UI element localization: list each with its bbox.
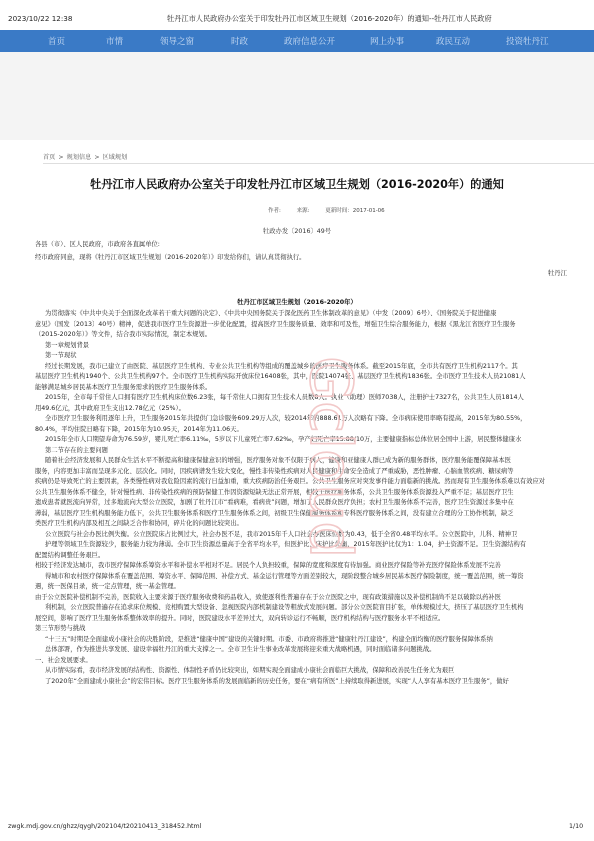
section-heading: 第一章规划背景 <box>45 341 90 349</box>
paragraph-line: 经过长期发展，我市已建立了由医院、基层医疗卫生机构、专业公共卫生机构等组成的覆盖城乡的医疗卫生服务体系。截至2015年底，全市共有医疗卫生机构2117个。其 <box>45 362 518 370</box>
footer-url: zwgk.mdj.gov.cn/ghzz/qygh/202104/t20210413_318452.html <box>8 823 202 830</box>
update-time: 更新时间：2017-01-06 <box>325 208 385 214</box>
print-datetime: 2023/10/22 12:38 <box>8 14 73 23</box>
breadcrumb-divider <box>43 163 594 164</box>
breadcrumb-regional-planning[interactable]: 区域规划 <box>102 154 128 161</box>
paragraph-line: 用49.6亿元，其中政府卫生支出12.78亿元（25%）。 <box>35 404 185 412</box>
article-title: 牡丹江市人民政府办公室关于印发牡丹江市区域卫生规划（2016-2020年）的通知 <box>90 178 504 191</box>
paragraph-line: 配置结构调整任务艰巨。 <box>35 551 105 559</box>
paragraph-line: 2015年，全市每千常住人口拥有医疗卫生机构床位数6.23张，每千常住人口拥有卫生技术人员数8人。执业（助理）医师7038人，注册护士7327名，公共卫生人员1814人 <box>45 394 524 401</box>
document-number: 牡政办发〔2016〕49号 <box>262 228 332 235</box>
signature: 牡丹江 <box>548 270 567 277</box>
print-header <box>0 0 594 30</box>
paragraph-line: 薄弱，基层医疗卫生机构服务能力低下，公共卫生服务体系和医疗卫生服务体系之间，初级卫生保健服务体系和专科医疗服务体系之间，没有建立合理的分工协作机制，缺乏 <box>35 509 514 517</box>
paragraph-line: 展空间，影响了医疗卫生服务体系整体效率的提升。同时，医院建设水平差异过大，双向转诊运行不畅顺，医疗机构结构与医疗服务水平不相适应。 <box>35 614 445 622</box>
paragraph-line: 第三节形势与挑战 <box>35 625 86 632</box>
nav-item-city[interactable]: 市情 <box>106 37 124 47</box>
banner-area <box>0 52 594 140</box>
section-heading: “十三五”时期是全面建成小康社会的决胜阶段，是推进“健康中国”建设的关键时期。市委、市政府将推进“健康牡丹江建设”，构建全面均衡的医疗服务保障体系纳 <box>45 635 493 643</box>
paragraph-line: 基层医疗卫生机构1940个、公共卫生机构97个。全市医疗卫生机构实际开放床位16408张，其中，医院14074张、基层医疗卫生机构1836张。全市医疗卫生技术人员21081人 <box>35 373 526 380</box>
paragraph-line: 遗成患者就医流向异常，过多地流向大型公立医院，加剧了牡丹江市“看病难，看病贵”问题，增加了人民群众医疗负担；农村卫生服务体系不完善，医疗卫生资源过多集中在 <box>35 499 514 506</box>
paragraph-line: 一、社会发展要求。 <box>35 656 92 664</box>
section-heading: 第一节现状 <box>45 352 77 359</box>
paragraph-line: 由于公立医院补偿机制不完善，医院收入主要来源于医疗服务收费和药品收入，致使逐利性普遍存在于公立医院之中，现有政策措施以及补偿机制尚不足以破除以药补医 <box>35 593 501 601</box>
intro-text: 经市政府同意，现将《牡丹江市区域卫生规划（2016-2020年）》印发给你们，请认真贯彻执行。 <box>35 254 306 261</box>
watermark-text: Gcloud <box>297 356 365 559</box>
breadcrumb-home[interactable]: 首页 <box>43 154 56 161</box>
footer-page-number: 1/10 <box>569 823 584 830</box>
watermark-logo <box>233 320 373 580</box>
paragraph-line: （2015-2020年）》等文件，结合我市实际情况，制定本规划。 <box>35 331 212 338</box>
plan-title: 牡丹江市区域卫生规划（2016-2020年） <box>237 299 357 306</box>
nav-item-interaction[interactable]: 政民互动 <box>436 37 471 47</box>
paragraph-line: 能够满足城乡居民基本医疗卫生服务需求的医疗卫生服务体系。 <box>35 383 212 391</box>
nav-item-gov-info[interactable]: 政府信息公开 <box>284 37 336 47</box>
breadcrumb-separator: > <box>58 154 64 161</box>
nav-item-home[interactable]: 首页 <box>48 37 66 47</box>
paragraph-line: 服务，内容更加丰富而呈现多元化、层次化。同时，因疾病谱发生较大变化，慢性非传染性疾病对人民健康和生命安全造成了严重威胁，恶性肿瘤、心脑血管疾病、糖尿病等 <box>35 467 514 475</box>
paragraph-line: 2015年全市人口期望寿命为76.59岁，婴儿死亡率6.11‰，5岁以下儿童死亡率7.62‰，孕产妇死亡率15.88/10万，主要健康指标总体位居全国中上游，居民整体健康水 <box>45 436 522 443</box>
breadcrumb-separator: > <box>94 154 100 161</box>
paragraph-line: 护理等领域卫生资源较少，服务能力较为薄弱。全市卫生资源总量高于全省平均水平，但医护比、床护比失衡，2015年医护比仅为1：1.04，护士资源不足。卫生资源结构有 <box>45 541 527 548</box>
paragraph-line: 80.4%，平均住院日略有下降，2015年为10.95天，2014年为11.06天。 <box>35 425 243 433</box>
paragraph-line: 遇，统一医保目录，统一定点管理，统一基金管理。 <box>35 583 180 590</box>
paragraph-line: 意见》（国发〔2013〕40号）精神，促进我市医疗卫生资源进一步优化配置，提高医疗卫生服务质量、效率和可及性，增强卫生综合服务能力，根据《黑龙江省医疗卫生服务 <box>35 320 516 328</box>
main-nav <box>0 30 594 52</box>
section-heading: 第二节存在的主要问题 <box>45 446 108 454</box>
breadcrumb <box>43 152 127 161</box>
paragraph-line: 公立医院与社会办医比例失衡。公立医院床占比例过大，社会办医不足，我市2015年千人口社会办医床位数为0.43，低于全省0.48平均水平。公立医院中，儿科、精神卫 <box>45 530 518 538</box>
paragraph-line: 疾病仍是导致死亡的主要因素，各类慢性病对我危险因素的流行日益加重，重大疾病防治任务艰巨。公共卫生服务应对突发事件能力面临新的挑战。然而现有卫生服务体系难以有效应对 <box>35 478 546 485</box>
paragraph-line: 得城市和农村医疗保障体系在覆盖范围、筹资水平、保障范围、补偿方式、基金运行管理等方面差别较大，现阶段整合城乡居民基本医疗保险制度，统一覆盖范围，统一筹资 <box>45 572 524 580</box>
source-label: 来源: <box>296 208 310 214</box>
paragraph-line: 全市医疗卫生服务利用逐年上升，卫生服务2015年共提供门急诊服务609.29万人次，较2014年的888.61万人次略有下降。全市病床使用率略有提高，2015年为80.55%， <box>45 415 527 422</box>
nav-item-invest[interactable]: 投资牡丹江 <box>506 37 549 47</box>
nav-item-leaders[interactable]: 领导之窗 <box>160 37 195 47</box>
author-label: 作者: <box>268 208 281 214</box>
nav-item-politics[interactable]: 时政 <box>231 37 249 47</box>
paragraph-line: 随着社会经济发展和人民群众生活水平不断提高和健康保健意识的增强，医疗服务对象不仅限于病人，健康和亚健康人群已成为新的服务群体，医疗服务能覆保障基本医 <box>45 457 511 464</box>
breadcrumb-planning-info[interactable]: 规划信息 <box>66 154 92 161</box>
nav-item-online-service[interactable]: 网上办事 <box>370 37 405 47</box>
paragraph-line: 公共卫生服务体系不健全，针对慢性病、非传染性疾病的预防保健工作因资源短缺无法正常开展，相较于医疗服务体系，公共卫生服务体系资源投入严重不足；基层医疗卫生 <box>35 488 514 496</box>
print-page-title: 牡丹江市人民政府办公室关于印发牡丹江市区域卫生规划（2016-2020年）的通知--牡丹江市人民政府 <box>167 14 492 23</box>
paragraph-line: 类医疗卫生机构内部及相互之间缺乏合作和协同，碎片化的问题比较突出。 <box>35 520 243 527</box>
paragraph-line: 从市情实际看，我市经济发展的结构性、资源性、体制性矛盾仍比较突出，如期实现全面建成小康社会面临巨大挑战，保障和改善民生任务尤为艰巨 <box>45 667 455 674</box>
paragraph-line: 为贯彻落实《中共中央关于全面深化改革若干重大问题的决定》、《中共中央国务院关于深化医药卫生体制改革的意见》（中发〔2009〕6号）、《国务院关于促进健康 <box>45 310 497 317</box>
recipients: 各县（市）、区人民政府，市政府各直属单位: <box>35 241 160 248</box>
paragraph-line: 总体部署，作为推进共享发展、建设幸福牡丹江的重大支撑之一。全市卫生计生事业改革发展将迎来重大战略机遇，同时面临诸多问题挑战。 <box>45 646 436 653</box>
paragraph-line: 了2020年“全面建成小康社会”的宏伟目标。医疗卫生服务体系的发展面临新的历史任务，要在“病有所医”上持续取得新进展，实现“人人享有基本医疗卫生服务”，做好 <box>45 677 509 685</box>
paragraph-line: 利机制，公立医院普遍存在追求床位规模、竞相购置大型设备、忽视医院内部机制建设等粗放式发展问题。部分公立医院盲目扩张，单体规模过大，挤压了基层医疗卫生机构 <box>45 604 524 611</box>
article-meta <box>268 206 399 214</box>
paragraph-line: 相较于经济发达城市，我市医疗保障体系筹资水平和补偿水平相对不足。居民个人负担较重，保障的宽度和深度有待加强。商业医疗保险等补充医疗保险体系发展不完善 <box>35 562 501 569</box>
